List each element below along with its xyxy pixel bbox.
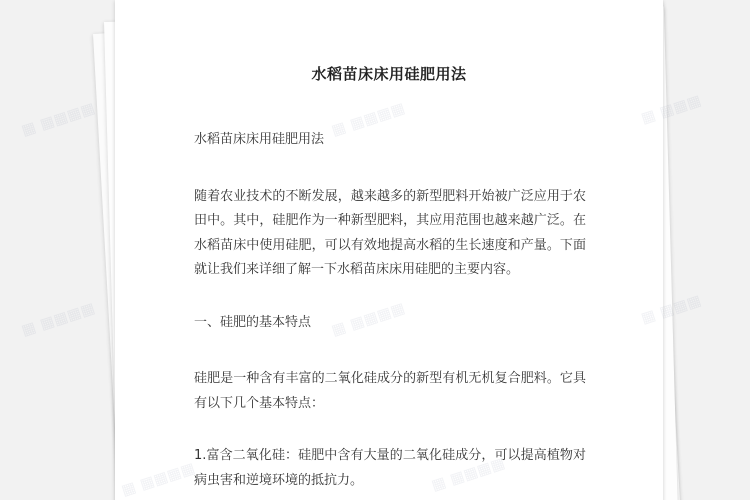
watermark-mark: ▦ ▦▦▦ bbox=[638, 90, 704, 128]
paragraph-intro: 随着农业技术的不断发展，越来越多的新型肥料开始被广泛应用于农田中。其中，硅肥作为一种新型肥料，其应用范围也越来越广泛。在水稻苗床中使用硅肥，可以有效地提高水稻的生长速度和产量。下面就让我们来详细了解一下水稻苗床床用硅肥的主要内容。 bbox=[194, 188, 586, 277]
section-heading: 一、硅肥的基本特点 bbox=[194, 314, 312, 330]
document-page bbox=[115, 0, 663, 500]
watermark-mark: ▦ ▦▦▦▦ bbox=[19, 98, 98, 140]
paragraph-features: 硅肥是一种含有丰富的二氧化硅成分的新型有机无机复合肥料。它具有以下几个基本特点： bbox=[194, 371, 586, 411]
watermark-mark: ▦▦▦ bbox=[657, 290, 704, 322]
document-body bbox=[194, 128, 586, 493]
document-title: 水稻苗床床用硅肥用法 bbox=[311, 65, 467, 83]
document-subtitle: 水稻苗床床用硅肥用法 bbox=[194, 132, 325, 147]
paragraph-item-1: 1.富含二氧化硅：硅肥中含有大量的二氧化硅成分，可以提高植物对病虫害和逆境环境的抵抗力。 bbox=[194, 448, 586, 488]
watermark-mark: ▦ ▦▦▦▦ bbox=[19, 298, 98, 340]
